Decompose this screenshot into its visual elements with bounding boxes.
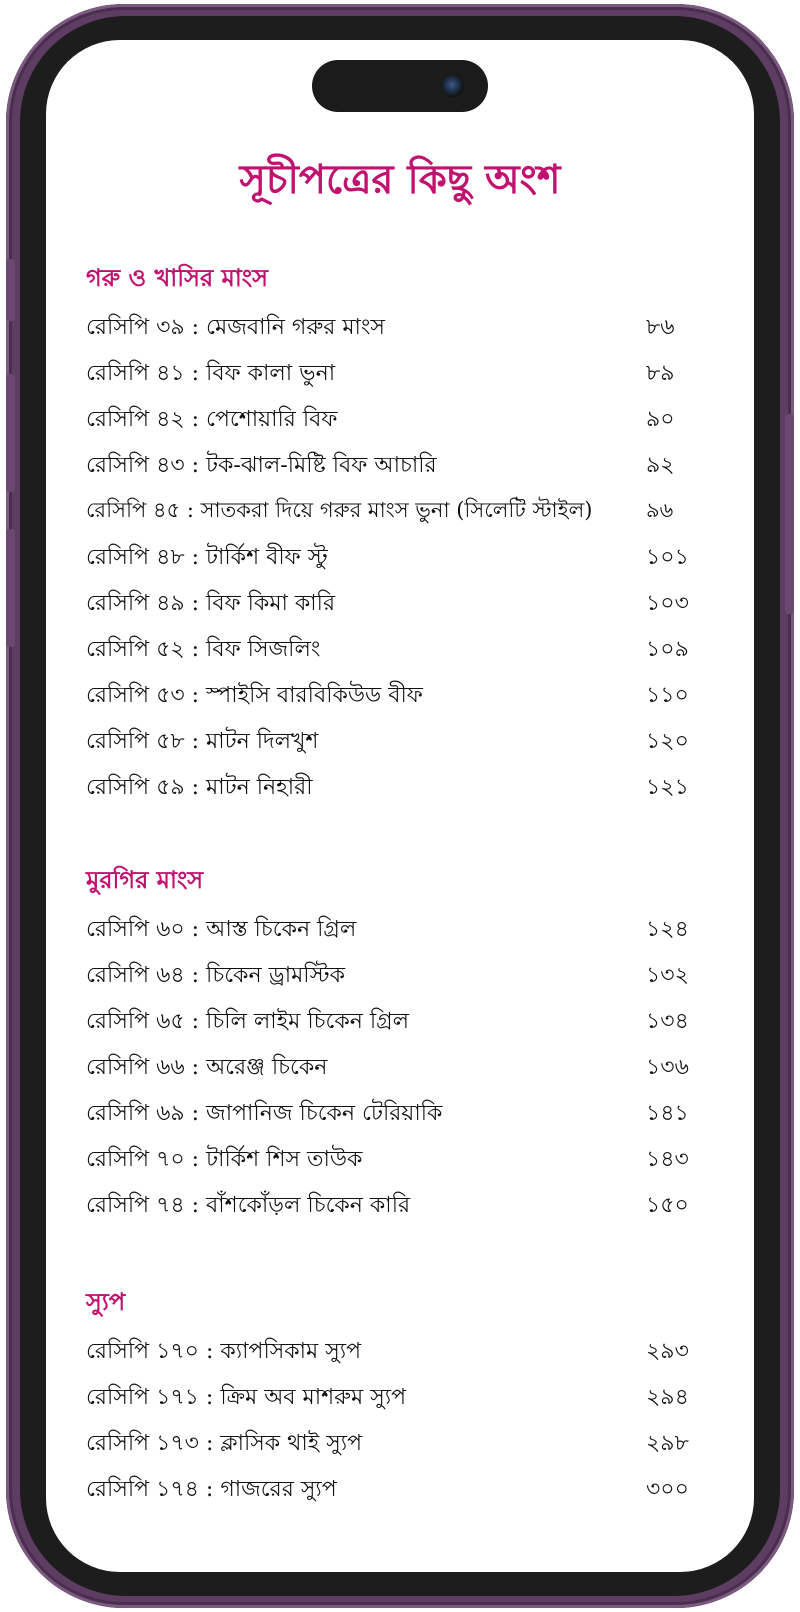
section-heading-beef-mutton: গরু ও খাসির মাংস [86,263,268,292]
toc-row-page: ৮৯ [646,361,675,386]
toc-row[interactable] [86,1426,696,1466]
toc-row-label: রেসিপি ৭০ : টার্কিশ শিস তাউক [86,1147,363,1172]
section-heading-soup: স্যুপ [86,1287,126,1316]
toc-row[interactable] [86,494,696,534]
toc-row-page: ৩০০ [646,1477,689,1502]
toc-row-page: ১৩২ [646,963,689,988]
toc-row-label: রেসিপি ৬০ : আস্ত চিকেন গ্রিল [86,917,357,942]
toc-row-label: রেসিপি ৪১ : বিফ কালা ভুনা [86,361,336,386]
toc-row-label: রেসিপি ১৭১ : ক্রিম অব মাশরুম স্যুপ [86,1385,407,1410]
toc-row[interactable] [86,1142,696,1182]
toc-row[interactable] [86,1334,696,1374]
toc-row-page: ১২৪ [646,917,689,942]
toc-row-label: রেসিপি ৬৪ : চিকেন ড্রামস্টিক [86,963,345,988]
toc-row[interactable] [86,448,696,488]
silent-switch [6,259,15,321]
toc-row[interactable] [86,958,696,998]
toc-row-page: ৮৬ [646,315,675,340]
toc-row-label: রেসিপি ৬৯ : জাপানিজ চিকেন টেরিয়াকি [86,1101,443,1126]
toc-row[interactable] [86,1096,696,1136]
toc-row[interactable] [86,1188,696,1228]
toc-row-page: ১২১ [646,775,689,800]
toc-row[interactable] [86,1004,696,1044]
toc-row-label: রেসিপি ৪২ : পেশোয়ারি বিফ [86,407,338,432]
toc-row-page: ১০৯ [646,637,689,662]
toc-row-page: ৯০ [646,407,675,432]
toc-row-label: রেসিপি ৫৩ : স্পাইসি বারবিকিউড বীফ [86,683,423,708]
camera-icon [442,75,464,97]
toc-row-label: রেসিপি ৭৪ : বাঁশকোঁড়ল চিকেন কারি [86,1193,411,1218]
dynamic-island [312,60,488,112]
toc-row[interactable] [86,912,696,952]
toc-row[interactable] [86,1380,696,1420]
toc-row-page: ১৪১ [646,1101,689,1126]
toc-row[interactable] [86,310,696,350]
toc-row[interactable] [86,586,696,626]
toc-row-label: রেসিপি ৫৮ : মাটন দিলখুশ [86,729,319,754]
toc-row[interactable] [86,770,696,810]
toc-row-label: রেসিপি ৬৫ : চিলি লাইম চিকেন গ্রিল [86,1009,410,1034]
toc-row-page: ৯৬ [646,498,674,522]
toc-row[interactable] [86,402,696,442]
toc-row-label: রেসিপি ৪৮ : টার্কিশ বীফ স্টু [86,545,328,570]
page-title: সূচীপত্রের কিছু অংশ [239,156,561,203]
toc-row-page: ১৩৪ [646,1009,689,1034]
toc-row-page: ১০১ [646,545,689,570]
toc-row[interactable] [86,678,696,718]
toc-row[interactable] [86,540,696,580]
toc-row-label: রেসিপি ৫২ : বিফ সিজলিং [86,637,321,662]
toc-row-page: ২৯৪ [646,1385,689,1410]
toc-row-label: রেসিপি ৪৯ : বিফ কিমা কারি [86,591,336,616]
toc-row-page: ১২০ [646,729,689,754]
toc-row-label: রেসিপি ৪৫ : সাতকরা দিয়ে গরুর মাংস ভুনা (সিলেটি স্টাইল) [86,498,593,522]
toc-row-label: রেসিপি ৪৩ : টক-ঝাল-মিষ্টি বিফ আচারি [86,453,437,478]
toc-row-page: ১৪৩ [646,1147,689,1172]
section-heading-chicken: মুরগির মাংস [86,865,204,894]
toc-row[interactable] [86,632,696,672]
toc-row-page: ১৫০ [646,1193,689,1218]
toc-row-page: ২৯৩ [646,1339,689,1364]
toc-row-page: ১৩৬ [646,1055,689,1080]
volume-up-button [6,374,15,492]
toc-row-label: রেসিপি ১৭০ : ক্যাপসিকাম স্যুপ [86,1339,362,1364]
toc-row[interactable] [86,724,696,764]
toc-row-label: রেসিপি ৬৬ : অরেঞ্জ চিকেন [86,1055,328,1080]
power-button [785,414,794,614]
toc-row-page: ২৯৮ [646,1431,689,1456]
toc-row[interactable] [86,1472,696,1512]
toc-row[interactable] [86,1050,696,1090]
toc-row-page: ১১০ [646,683,689,708]
toc-row-page: ৯২ [646,453,675,478]
phone-screen [46,40,754,1572]
toc-row-label: রেসিপি ১৭৪ : গাজরের স্যুপ [86,1477,337,1502]
toc-row-label: রেসিপি ১৭৩ : ক্লাসিক থাই স্যুপ [86,1431,363,1456]
toc-row-label: রেসিপি ৫৯ : মাটন নিহারী [86,775,313,800]
toc-row[interactable] [86,356,696,396]
toc-row-label: রেসিপি ৩৯ : মেজবানি গরুর মাংস [86,315,385,340]
toc-row-page: ১০৩ [646,591,689,616]
volume-down-button [6,529,15,647]
